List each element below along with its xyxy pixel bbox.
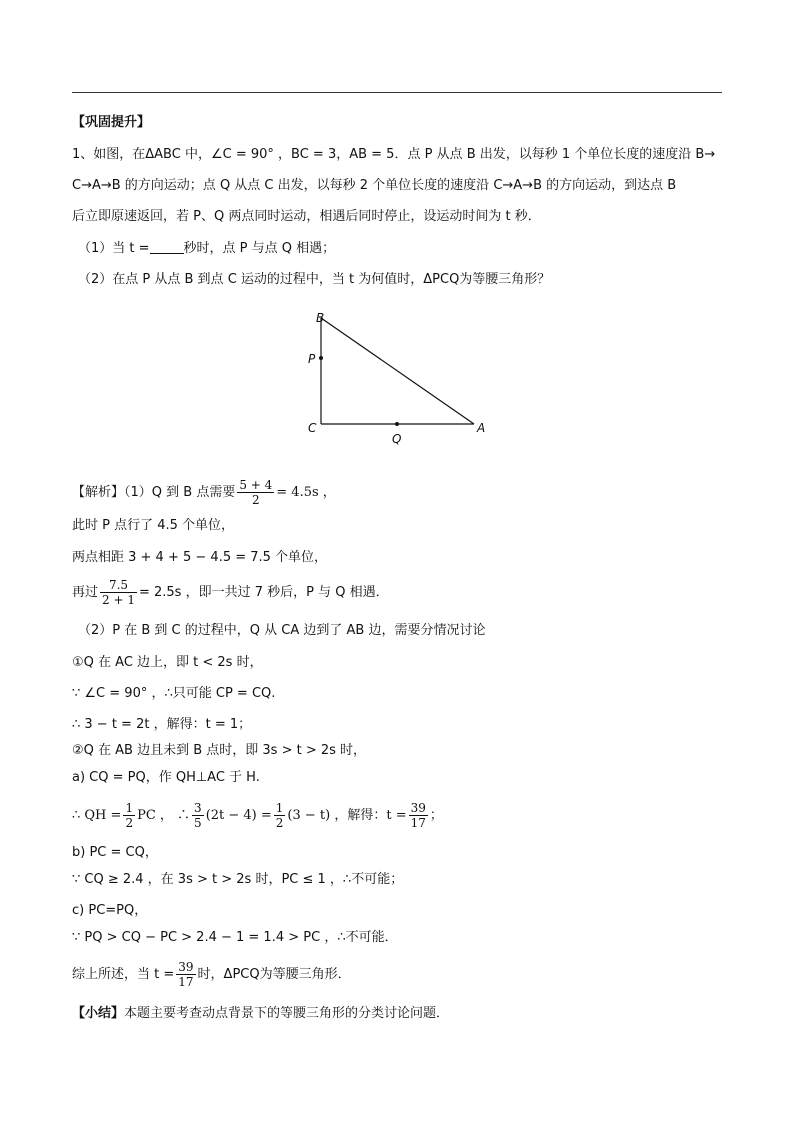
solution-line-4: 再过 $\frac{7.5}{2 + 1}$ = 2.5s ，即一共过 7 秒后，P 与 Q 相遇． [72, 578, 389, 607]
side-ab [321, 318, 474, 424]
solution-line-5: （2）P 在 B 到 C 的过程中，Q 从 CA 边到了 AB 边，需要分情况讨论 [78, 623, 486, 638]
fraction: $\frac{5 + 4}{2}$ [239, 478, 273, 507]
triangle-figure [300, 305, 500, 450]
point-p [319, 356, 323, 360]
point-q [395, 422, 399, 426]
top-divider [72, 92, 722, 93]
fraction: $\frac{39}{17}$ [178, 960, 194, 989]
fraction: $\frac{1}{2}$ [125, 801, 134, 830]
fraction: $\frac{39}{17}$ [410, 801, 426, 830]
label-p: P [308, 352, 316, 366]
summary [72, 1004, 449, 1024]
solution-line-14: c) PC=PQ， [72, 903, 148, 918]
solution-line-8: ∴ 3 − t = 2t ，解得：t = 1； [72, 717, 252, 732]
answer-blank [150, 239, 184, 254]
solution-line-6: ①Q 在 AC 边上，即 t < 2s 时， [72, 655, 263, 670]
problem-line-2: C→A→B 的方向运动；点 Q 从点 C 出发，以每秒 2 个单位长度的速度沿 C→A→B 的方向运动，到达点 B [72, 178, 677, 193]
label-q: Q [392, 432, 402, 446]
question-2: （2）在点 P 从点 B 到点 C 运动的过程中，当 t 为何值时，ΔPCQ为等腰三角形？ [78, 272, 551, 287]
solution-line-11: ∴ QH = $\frac{1}{2}$ PC ， ∴ $\frac{3}{5}$ (2t − 4) = $\frac{1}{2}$ (3 − t) ，解得：t = $\frac{39}{17}$ ； [72, 801, 443, 830]
label-b: B [316, 311, 325, 325]
label-a: A [477, 421, 486, 435]
question-1-prefix: （1）当 t = [78, 241, 150, 256]
summary-text: 本题主要考查动点背景下的等腰三角形的分类讨论问题． [124, 1006, 450, 1021]
solution-line-7: ∵ ∠C = 90° ，∴只可能 CP = CQ. [72, 686, 276, 701]
solution-line-2: 此时 P 点行了 4.5 个单位， [72, 518, 235, 533]
summary-tag: 【小结】 [72, 1006, 125, 1021]
problem-line-3: 后立即原速返回，若 P、Q 两点同时运动，相遇后同时停止，设运动时间为 t 秒． [72, 209, 541, 224]
solution-conclusion: 综上所述，当 t = $\frac{39}{17}$ 时，ΔPCQ为等腰三角形． [72, 960, 351, 989]
solution-line-13: ∵ CQ ≥ 2.4 ，在 3s > t > 2s 时，PC ≤ 1 ，∴不可能； [72, 872, 404, 887]
solution-line-9: ②Q 在 AB 边且未到 B 点时，即 3s > t > 2s 时， [72, 743, 367, 758]
problem-line-1: 1、如图，在ΔABC 中，∠C = 90° ，BC = 3，AB = 5．点 P 从点 B 出发，以每秒 1 个单位长度的速度沿 B→ [72, 147, 716, 162]
fraction: $\frac{3}{5}$ [194, 801, 202, 830]
question-1-suffix: 秒时，点 P 与点 Q 相遇； [183, 241, 336, 256]
solution-line-10: a) CQ = PQ，作 QH⊥AC 于 H. [72, 770, 260, 785]
section-heading: 【巩固提升】 [72, 115, 151, 130]
fraction: $\frac{1}{2}$ [275, 801, 284, 830]
solution-line-3: 两点相距 3 + 4 + 5 − 4.5 = 7.5 个单位， [72, 550, 328, 565]
label-c: C [308, 421, 317, 435]
fraction: $\frac{7.5}{2 + 1}$ [102, 578, 135, 607]
solution-line-1: 【解析】（1）Q 到 B 点需要 $\frac{5 + 4}{2}$ = 4.5s ， [72, 478, 336, 507]
question-1 [78, 239, 335, 259]
solution-line-12: b) PC = CQ， [72, 845, 158, 860]
solution-line-15: ∵ PQ > CQ − PC > 2.4 − 1 = 1.4 > PC ，∴不可能． [72, 930, 398, 945]
